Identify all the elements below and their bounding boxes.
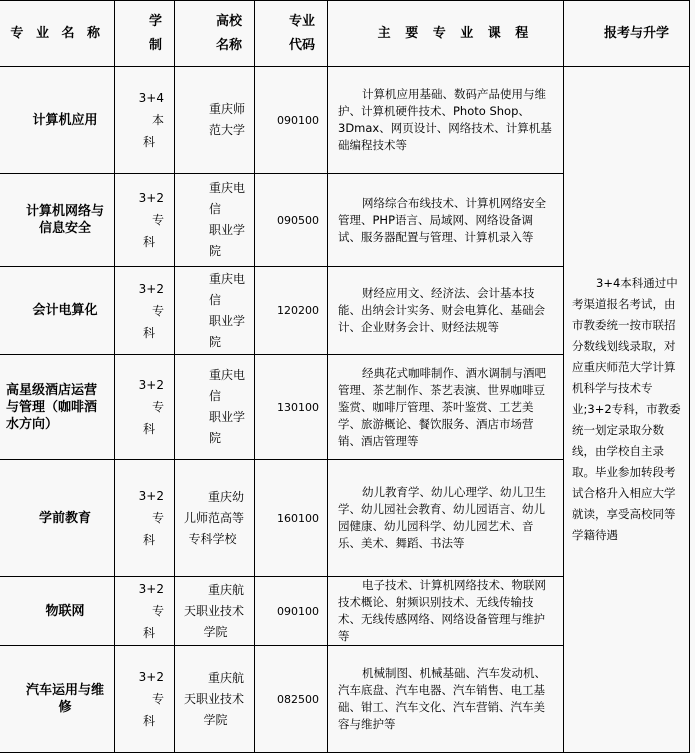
system-level-suffix: 科 — [143, 714, 156, 728]
school-name-line: 院 — [209, 334, 222, 349]
system-type: 3+2 — [138, 670, 164, 684]
header-school-line2: 名称 — [215, 37, 242, 53]
system-type: 3+2 — [138, 281, 164, 296]
school-system — [115, 355, 175, 460]
school-system — [115, 646, 175, 753]
header-courses: 主 要 专 业 课 程 — [328, 1, 564, 67]
major-code: 120200 — [255, 267, 328, 355]
school-name-line: 重庆电 — [209, 368, 246, 382]
major-courses: 财经应用文、经济法、会计基本技能、出纳会计实务、财会电算化、基础会计、企业财务会计、财经法规等 — [328, 267, 564, 355]
major-courses: 经典花式咖啡制作、酒水调制与酒吧管理、茶艺制作、茶艺表演、世界咖啡豆鉴赏、咖啡厅管理、茶叶鉴赏、工艺美学、旅游概论、餐饮服务、酒店市场营销、酒店管理等 — [328, 355, 564, 460]
school-name-line: 重庆航 — [207, 582, 244, 597]
major-code: 090100 — [255, 577, 328, 646]
school-name-line: 儿师范高等 — [183, 510, 244, 525]
school-name-line: 重庆电 — [209, 271, 246, 286]
header-code — [255, 1, 328, 67]
school-name — [175, 460, 255, 577]
school-name-line: 院 — [209, 244, 222, 258]
header-system-line2: 制 — [148, 37, 162, 53]
school-system — [115, 267, 175, 355]
system-level-suffix: 科 — [143, 235, 156, 249]
major-courses: 幼儿教育学、幼儿心理学、幼儿卫生学、幼儿园社会教育、幼儿园语言、幼儿园健康、幼儿园科学、幼儿园艺术、音乐、美术、舞蹈、书法等 — [328, 460, 564, 577]
system-level: 专 — [151, 604, 164, 618]
major-code: 090100 — [255, 67, 328, 174]
school-name-line: 学院 — [203, 712, 228, 727]
school-name-line: 重庆师 — [209, 102, 246, 116]
school-name-line: 专科学校 — [188, 531, 237, 546]
school-name-line: 信 — [209, 292, 222, 307]
header-apply: 报考与升学 — [564, 1, 690, 67]
school-name-line: 重庆幼 — [207, 489, 244, 504]
system-type: 3+4 — [138, 91, 164, 105]
system-type: 3+2 — [138, 378, 164, 392]
major-courses: 网络综合布线技术、计算机网络安全管理、PHP语言、局域网、网络设备调试、服务器配置与管理、计算机录入等 — [328, 174, 564, 267]
system-level: 专 — [151, 303, 164, 318]
school-name — [175, 267, 255, 355]
table-row — [0, 67, 690, 174]
apply-note: 3+4本科通过中考渠道报名考试，由市教委统一按市联招分数线划线录取，对应重庆师范大学计算机科学与技术专业;3+2专科，市教委统一划定录取分数线，由学校自主录取。毕业参加转段考试合格升入相应大学就读，享受高校同等学籍待遇 — [564, 67, 690, 753]
system-level: 专 — [151, 511, 164, 525]
system-level-suffix: 科 — [143, 422, 156, 436]
school-name — [175, 174, 255, 267]
system-level-suffix: 科 — [143, 626, 156, 640]
school-name-line: 天职业技术 — [183, 691, 244, 706]
system-type: 3+2 — [138, 489, 164, 503]
system-type: 3+2 — [138, 191, 164, 205]
school-name-line: 信 — [209, 202, 222, 216]
school-name — [175, 355, 255, 460]
major-name: 汽车运用与维修 — [0, 646, 115, 753]
school-system — [115, 577, 175, 646]
major-name: 学前教育 — [0, 460, 115, 577]
header-code-line1: 专业 — [288, 13, 315, 29]
school-name — [175, 577, 255, 646]
major-name: 高星级酒店运营与管理（咖啡酒水方向） — [0, 355, 115, 460]
school-name-line: 信 — [209, 389, 222, 403]
school-name-line: 职业学 — [209, 223, 246, 237]
system-level-suffix: 科 — [143, 533, 156, 547]
school-name-line: 重庆航 — [207, 670, 244, 685]
school-name-line: 职业学 — [209, 410, 246, 424]
header-major-name: 专 业 名 称 — [0, 1, 115, 67]
header-system — [115, 1, 175, 67]
major-code: 090500 — [255, 174, 328, 267]
major-courses: 电子技术、计算机网络技术、物联网技术概论、射频识别技术、无线传输技术、无线传感网络、网络设备管理与维护等 — [328, 577, 564, 646]
major-name: 计算机网络与信息安全 — [0, 174, 115, 267]
major-name: 物联网 — [0, 577, 115, 646]
major-courses: 机械制图、机械基础、汽车发动机、汽车底盘、汽车电器、汽车销售、电工基础、钳工、汽车文化、汽车营销、汽车美容与维护等 — [328, 646, 564, 753]
school-name-line: 重庆电 — [209, 181, 246, 195]
school-name-line: 院 — [209, 431, 222, 445]
school-system — [115, 174, 175, 267]
school-name-line: 天职业技术 — [183, 603, 244, 618]
system-type: 3+2 — [138, 582, 164, 596]
major-courses: 计算机应用基础、数码产品使用与维护、计算机硬件技术、Photo Shop、3Dmax、网页设计、网络技术、计算机基础编程技术等 — [328, 67, 564, 174]
school-name-line: 学院 — [203, 624, 228, 639]
system-level: 专 — [151, 692, 164, 706]
major-name: 会计电算化 — [0, 267, 115, 355]
system-level: 本 — [151, 113, 164, 127]
major-code: 130100 — [255, 355, 328, 460]
system-level: 专 — [151, 213, 164, 227]
school-name-line: 职业学 — [209, 313, 246, 328]
header-code-line2: 代码 — [288, 37, 315, 53]
major-code: 160100 — [255, 460, 328, 577]
school-name — [175, 646, 255, 753]
school-system — [115, 460, 175, 577]
header-row — [0, 1, 690, 67]
header-school-line1: 高校 — [215, 13, 242, 29]
school-name — [175, 67, 255, 174]
header-system-line1: 学 — [148, 13, 162, 29]
major-code: 082500 — [255, 646, 328, 753]
system-level-suffix: 科 — [143, 135, 156, 149]
header-school — [175, 1, 255, 67]
system-level-suffix: 科 — [143, 325, 156, 340]
system-level: 专 — [151, 400, 164, 414]
major-name: 计算机应用 — [0, 67, 115, 174]
school-name-line: 范大学 — [209, 123, 246, 137]
school-system — [115, 67, 175, 174]
